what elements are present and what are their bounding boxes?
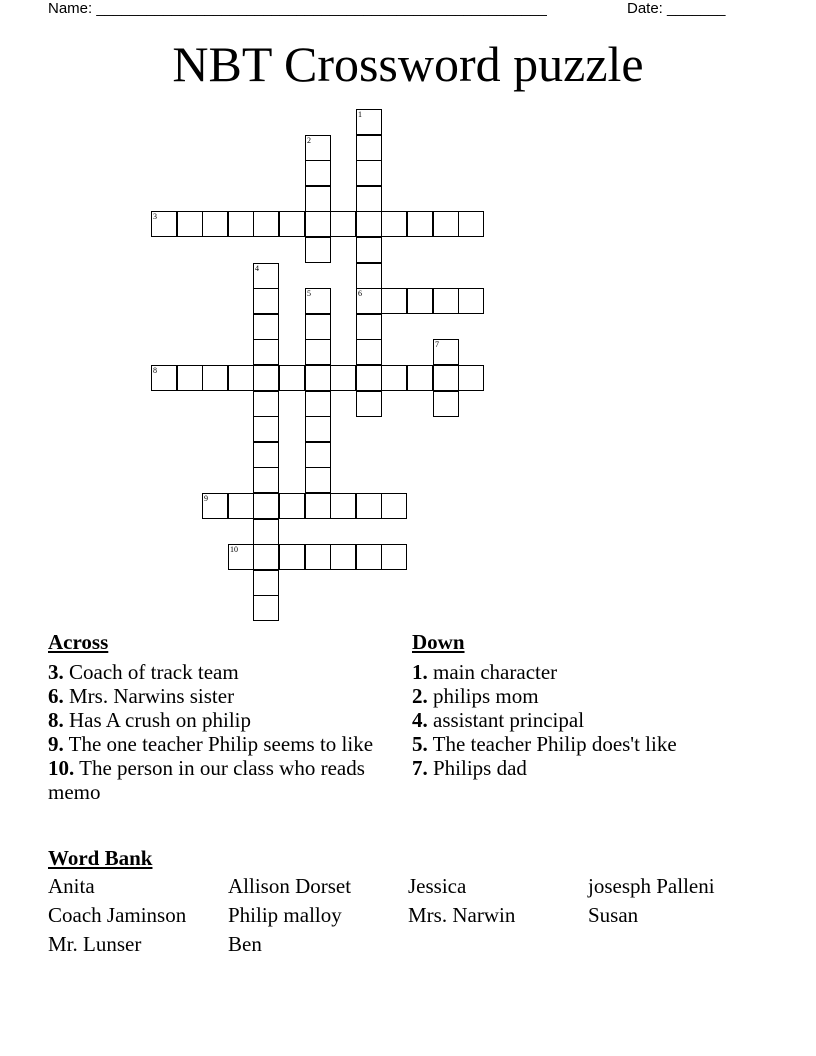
clue-number-label: 8.: [48, 708, 64, 732]
clue-number-label: 6.: [48, 684, 64, 708]
clue-number: 8: [153, 366, 157, 375]
crossword-cell[interactable]: [253, 467, 279, 493]
crossword-cell[interactable]: [381, 544, 407, 570]
clue-number: 6: [358, 289, 362, 298]
word-bank-item: Coach Jaminson: [48, 903, 187, 927]
crossword-cell[interactable]: [330, 544, 356, 570]
crossword-cell[interactable]: [305, 314, 331, 340]
crossword-cell[interactable]: [279, 365, 305, 391]
crossword-cell[interactable]: [381, 365, 407, 391]
crossword-cell[interactable]: [305, 160, 331, 186]
crossword-cell[interactable]: [305, 467, 331, 493]
crossword-cell[interactable]: [253, 595, 279, 621]
down-clue: [412, 756, 772, 780]
clue-number-label: 9.: [48, 732, 64, 756]
crossword-cell[interactable]: [228, 544, 254, 570]
clue-text: Philips dad: [427, 756, 527, 780]
crossword-cell[interactable]: [356, 109, 382, 135]
word-bank-item: josesph Palleni: [588, 874, 715, 898]
clue-number: 7: [435, 340, 439, 349]
across-clue: [48, 756, 388, 804]
crossword-cell[interactable]: [305, 135, 331, 161]
crossword-cell[interactable]: [433, 211, 459, 237]
crossword-cell[interactable]: [356, 544, 382, 570]
crossword-cell[interactable]: [305, 442, 331, 468]
clue-number-label: 10.: [48, 756, 75, 780]
word-bank-item: Susan: [588, 903, 639, 927]
crossword-cell[interactable]: [202, 365, 228, 391]
down-clue: [412, 708, 772, 732]
crossword-cell[interactable]: [151, 211, 177, 237]
crossword-cell[interactable]: [433, 288, 459, 314]
crossword-cell[interactable]: [458, 211, 484, 237]
crossword-cell[interactable]: [253, 519, 279, 545]
down-clue: [412, 732, 772, 756]
crossword-cell[interactable]: [381, 493, 407, 519]
crossword-cell[interactable]: [305, 416, 331, 442]
crossword-cell[interactable]: [407, 288, 433, 314]
clue-text: The teacher Philip does't like: [427, 732, 677, 756]
crossword-cell[interactable]: [330, 365, 356, 391]
crossword-cell[interactable]: [253, 288, 279, 314]
clue-number: 2: [307, 136, 311, 145]
crossword-cell[interactable]: [458, 288, 484, 314]
crossword-cell[interactable]: [381, 288, 407, 314]
clue-text: main character: [427, 660, 558, 684]
crossword-cell[interactable]: [253, 544, 279, 570]
clue-number-label: 1.: [412, 660, 428, 684]
crossword-cell[interactable]: [356, 314, 382, 340]
crossword-cell[interactable]: [305, 544, 331, 570]
crossword-cell[interactable]: [356, 391, 382, 417]
crossword-cell[interactable]: [253, 365, 279, 391]
crossword-cell[interactable]: [356, 135, 382, 161]
word-bank: [48, 874, 788, 957]
clue-text: assistant principal: [427, 708, 585, 732]
word-bank-item: Allison Dorset: [228, 874, 352, 898]
clue-number: 4: [255, 264, 259, 273]
word-bank-item: Ben: [228, 932, 262, 956]
word-bank-heading: Word Bank: [48, 846, 153, 870]
crossword-cell[interactable]: [305, 211, 331, 237]
across-clue: [48, 708, 388, 732]
crossword-cell[interactable]: [356, 237, 382, 263]
clue-number-label: 4.: [412, 708, 428, 732]
crossword-cell[interactable]: [433, 339, 459, 365]
clue-text: Mrs. Narwins sister: [63, 684, 235, 708]
crossword-cell[interactable]: [356, 263, 382, 289]
across-heading: Across: [48, 630, 109, 654]
crossword-cell[interactable]: [305, 365, 331, 391]
crossword-cell[interactable]: [356, 160, 382, 186]
clue-text: Coach of track team: [63, 660, 239, 684]
down-heading: Down: [412, 630, 465, 654]
crossword-cell[interactable]: [253, 493, 279, 519]
page-title: NBT Crossword puzzle: [172, 36, 644, 92]
crossword-cell[interactable]: [433, 365, 459, 391]
crossword-cell[interactable]: [433, 391, 459, 417]
crossword-cell[interactable]: [305, 186, 331, 212]
clue-number: 9: [204, 494, 208, 503]
clue-number-label: 7.: [412, 756, 428, 780]
crossword-cell[interactable]: [458, 365, 484, 391]
crossword-cell[interactable]: [330, 493, 356, 519]
crossword-cell[interactable]: [253, 339, 279, 365]
crossword-cell[interactable]: [177, 365, 203, 391]
clue-number: 5: [307, 289, 311, 298]
crossword-cell[interactable]: [356, 186, 382, 212]
clue-number: 3: [153, 212, 157, 221]
crossword-cell[interactable]: [151, 365, 177, 391]
down-clues: [412, 630, 772, 780]
word-bank-item: Mrs. Narwin: [408, 903, 516, 927]
crossword-cell[interactable]: [202, 493, 228, 519]
across-clues: [48, 630, 388, 804]
crossword-cell[interactable]: [253, 442, 279, 468]
clue-number: 1: [358, 110, 362, 119]
across-clue: [48, 660, 388, 684]
crossword-cell[interactable]: [279, 211, 305, 237]
crossword-cell[interactable]: [356, 211, 382, 237]
clue-number-label: 3.: [48, 660, 64, 684]
clue-text: The person in our class who reads memo: [48, 756, 365, 804]
clue-number-label: 5.: [412, 732, 428, 756]
across-clue: [48, 684, 388, 708]
down-clue: [412, 684, 772, 708]
crossword-cell[interactable]: [177, 211, 203, 237]
crossword-cell[interactable]: [253, 263, 279, 289]
down-clue: [412, 660, 772, 684]
crossword-cell[interactable]: [407, 211, 433, 237]
crossword-cell[interactable]: [305, 339, 331, 365]
crossword-cell[interactable]: [228, 365, 254, 391]
clue-text: The one teacher Philip seems to like: [63, 732, 374, 756]
crossword-cell[interactable]: [228, 211, 254, 237]
crossword-cell[interactable]: [202, 211, 228, 237]
crossword-cell[interactable]: [305, 391, 331, 417]
crossword-cell[interactable]: [279, 493, 305, 519]
crossword-cell[interactable]: [305, 237, 331, 263]
clue-text: Has A crush on philip: [63, 708, 251, 732]
crossword-cell[interactable]: [407, 365, 433, 391]
clue-number: 10: [230, 545, 238, 554]
crossword-cell[interactable]: [356, 493, 382, 519]
crossword-cell[interactable]: [330, 211, 356, 237]
crossword-cell[interactable]: [305, 288, 331, 314]
crossword-cell[interactable]: [253, 416, 279, 442]
clue-text: philips mom: [427, 684, 539, 708]
word-bank-item: Philip malloy: [228, 903, 342, 927]
word-bank-item: Mr. Lunser: [48, 932, 142, 956]
word-bank-item: Jessica: [408, 874, 467, 898]
word-bank-item: Anita: [48, 874, 95, 898]
date-line[interactable]: Date: _______: [627, 0, 726, 17]
name-line[interactable]: Name: ______________________________________________________: [48, 0, 547, 17]
crossword-cell[interactable]: [253, 211, 279, 237]
crossword-cell[interactable]: [356, 365, 382, 391]
crossword-cell[interactable]: [356, 339, 382, 365]
crossword-cell[interactable]: [381, 211, 407, 237]
across-clue: [48, 732, 388, 756]
crossword-cell[interactable]: [253, 391, 279, 417]
crossword-cell[interactable]: [356, 288, 382, 314]
clue-number-label: 2.: [412, 684, 428, 708]
crossword-cell[interactable]: [279, 544, 305, 570]
crossword-cell[interactable]: [305, 493, 331, 519]
crossword-cell[interactable]: [253, 570, 279, 596]
crossword-cell[interactable]: [253, 314, 279, 340]
crossword-cell[interactable]: [228, 493, 254, 519]
